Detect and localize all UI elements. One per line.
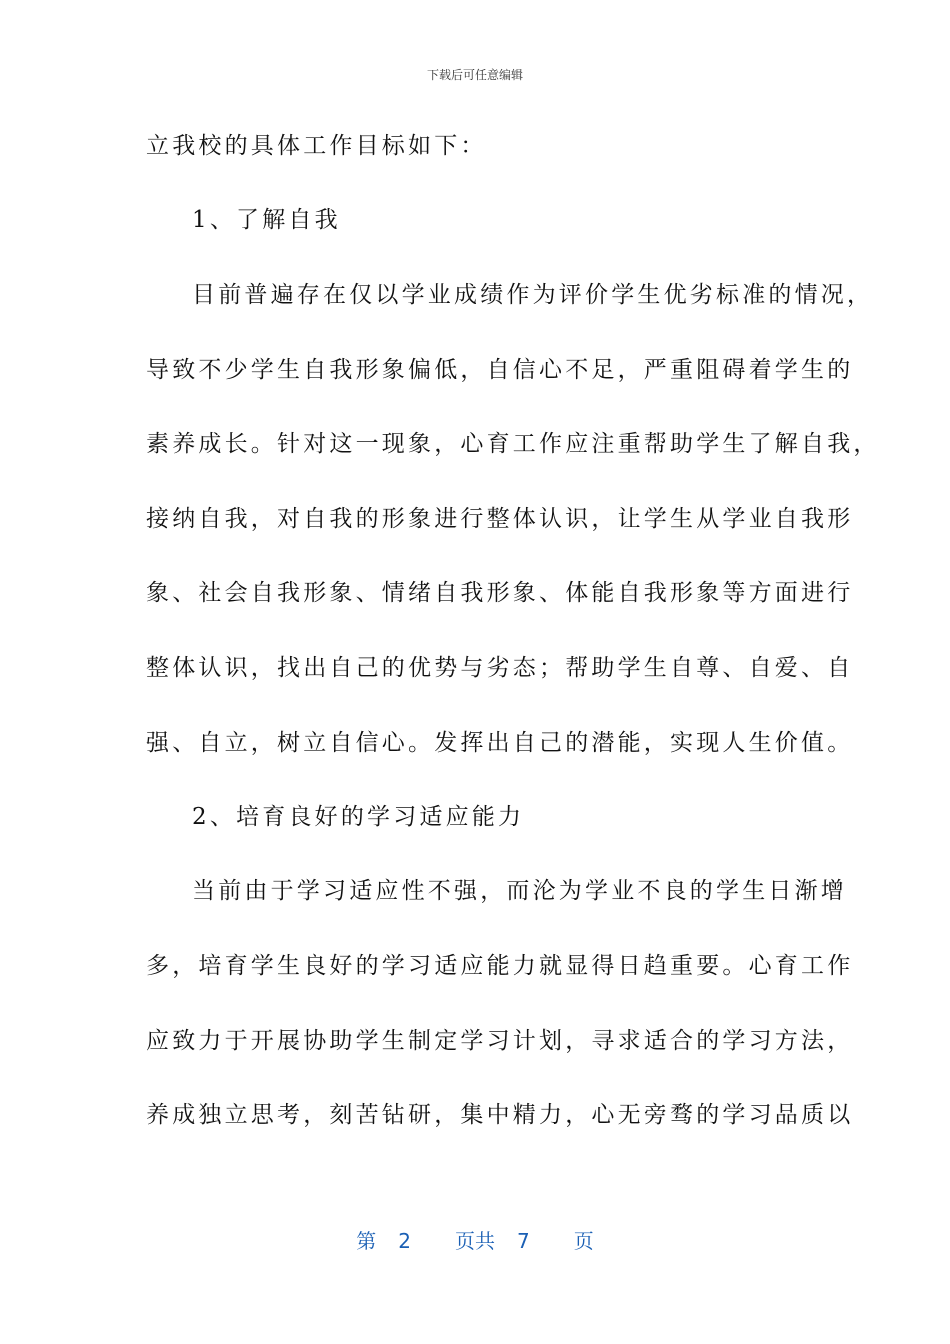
section-heading: 2、培育良好的学习适应能力 xyxy=(192,804,525,830)
section-heading: 1、了解自我 xyxy=(192,207,341,233)
paragraph-first-line: 目前普遍存在仅以学业成绩作为评价学生优劣标准的情况， xyxy=(192,282,874,308)
text-line: 多，培育学生良好的学习适应能力就显得日趋重要。心育工作 xyxy=(146,953,854,979)
page-footer xyxy=(0,1225,950,1254)
text-line: 接纳自我，对自我的形象进行整体认识，让学生从学业自我形 xyxy=(146,506,854,532)
text-line: 素养成长。针对这一现象，心育工作应注重帮助学生了解自我， xyxy=(146,431,880,457)
text-line: 养成独立思考，刻苦钻研，集中精力，心无旁骛的学习品质以 xyxy=(146,1102,854,1128)
text-line: 立我校的具体工作目标如下： xyxy=(146,133,487,159)
paragraph-first-line: 当前由于学习适应性不强，而沦为学业不良的学生日渐增 xyxy=(192,878,847,904)
footer-prefix: 第 xyxy=(356,1229,377,1253)
page-header: 下载后可任意编辑 xyxy=(426,68,523,82)
total-pages-number: 7 xyxy=(517,1229,530,1253)
footer-middle: 页共 xyxy=(455,1229,495,1253)
text-line: 强、自立，树立自信心。发挥出自己的潜能，实现人生价值。 xyxy=(146,730,854,756)
text-line: 整体认识，找出自己的优势与劣态；帮助学生自尊、自爱、自 xyxy=(146,655,854,681)
text-line: 导致不少学生自我形象偏低，自信心不足，严重阻碍着学生的 xyxy=(146,357,854,383)
current-page-number: 2 xyxy=(398,1229,411,1253)
footer-suffix: 页 xyxy=(573,1229,594,1253)
text-line: 象、社会自我形象、情绪自我形象、体能自我形象等方面进行 xyxy=(146,580,854,606)
text-line: 应致力于开展协助学生制定学习计划，寻求适合的学习方法， xyxy=(146,1028,854,1054)
